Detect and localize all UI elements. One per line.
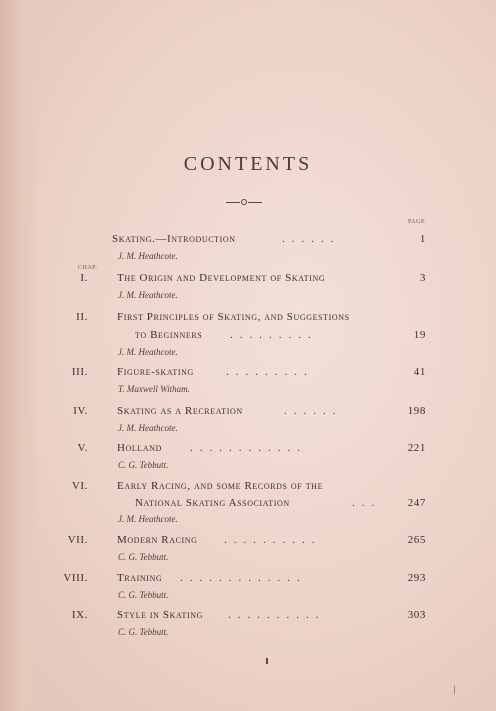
ink-speck <box>454 686 455 694</box>
toc-entry-number: I. <box>80 272 88 284</box>
toc-entry-title: Early Racing, and some Records of the <box>117 480 324 492</box>
page-gutter-shadow <box>0 0 40 711</box>
toc-entry-author: C. G. Tebbutt. <box>118 590 169 600</box>
toc-entry-chapter-7[interactable] <box>0 534 496 548</box>
toc-entry-page: 198 <box>407 405 426 417</box>
toc-entry-page: 293 <box>407 572 426 584</box>
toc-entry-chapter-4[interactable] <box>0 405 496 419</box>
toc-entry-author: C. G. Tebbutt. <box>118 552 169 562</box>
toc-entry-page: 303 <box>407 609 426 621</box>
toc-entry-author: J. M. Heathcote. <box>118 290 178 300</box>
toc-entry-chapter-2[interactable] <box>0 311 496 325</box>
toc-entry-author: J. M. Heathcote. <box>118 347 178 357</box>
leader-dots: ......... <box>230 329 318 341</box>
leader-dots: .......... <box>224 534 322 546</box>
leader-dots: ... <box>352 497 382 509</box>
toc-entry-author: C. G. Tebbutt. <box>118 627 169 637</box>
toc-entry-page: 1 <box>419 233 426 245</box>
toc-entry-chapter-6-continued[interactable] <box>0 497 496 511</box>
toc-entry-author: J. M. Heathcote. <box>118 251 178 261</box>
toc-entry-title: Skating as a Recreation <box>117 405 243 417</box>
toc-entry-title-continued: National Skating Association <box>135 497 290 509</box>
toc-entry-number: VIII. <box>63 572 88 584</box>
toc-entry-author: C. G. Tebbutt. <box>118 460 169 470</box>
ink-speck <box>266 658 268 664</box>
toc-entry-title: First Principles of Skating, and Suggestions <box>117 311 350 323</box>
toc-entry-chapter-8[interactable] <box>0 572 496 586</box>
toc-entry-title: Figure-skating <box>117 366 194 378</box>
toc-entry-title: Modern Racing <box>117 534 198 546</box>
toc-entry-number: VII. <box>67 534 88 546</box>
toc-entry-page: 265 <box>407 534 426 546</box>
toc-entry-chapter-6[interactable] <box>0 480 496 494</box>
page-column-label: PAGE <box>408 219 426 225</box>
leader-dots: ............. <box>180 572 307 584</box>
toc-entry-title-continued: to Beginners <box>135 329 203 341</box>
contents-heading: CONTENTS <box>183 153 313 175</box>
toc-entry-chapter-3[interactable] <box>0 366 496 380</box>
toc-entry-title: The Origin and Development of Skating <box>117 272 326 284</box>
toc-entry-page: 3 <box>419 272 426 284</box>
toc-entry-number: V. <box>77 442 88 454</box>
toc-entry-chapter-1[interactable] <box>0 272 496 286</box>
toc-entry-number: IX. <box>71 609 88 621</box>
toc-entry-page: 221 <box>407 442 426 454</box>
toc-entry-author: J. M. Heathcote. <box>118 423 178 433</box>
toc-entry-number: IV. <box>73 405 88 417</box>
leader-dots: ...... <box>282 233 341 245</box>
toc-entry-introduction[interactable] <box>0 233 496 247</box>
chapter-column-label: CHAP. <box>78 265 98 271</box>
toc-entry-chapter-5[interactable] <box>0 442 496 456</box>
toc-entry-chapter-2-continued[interactable] <box>0 329 496 343</box>
toc-entry-page: 41 <box>413 366 426 378</box>
leader-dots: ......... <box>226 366 314 378</box>
toc-entry-number: II. <box>76 311 88 323</box>
toc-entry-title: Skating.—Introduction <box>112 233 236 245</box>
toc-entry-page: 19 <box>413 329 426 341</box>
leader-dots: ...... <box>284 405 343 417</box>
toc-entry-title: Holland <box>117 442 163 454</box>
leader-dots: .......... <box>228 609 326 621</box>
toc-entry-title: Training <box>117 572 163 584</box>
leader-dots: ............ <box>190 442 307 454</box>
toc-entry-number: III. <box>71 366 88 378</box>
toc-entry-chapter-9[interactable] <box>0 609 496 623</box>
ornament-icon <box>226 199 262 207</box>
toc-entry-title: Style in Skating <box>117 609 203 621</box>
toc-entry-page: 247 <box>407 497 426 509</box>
toc-entry-author: J. M. Heathcote. <box>118 514 178 524</box>
toc-entry-author: T. Maxwell Witham. <box>118 384 190 394</box>
toc-entry-number: VI. <box>71 480 88 492</box>
